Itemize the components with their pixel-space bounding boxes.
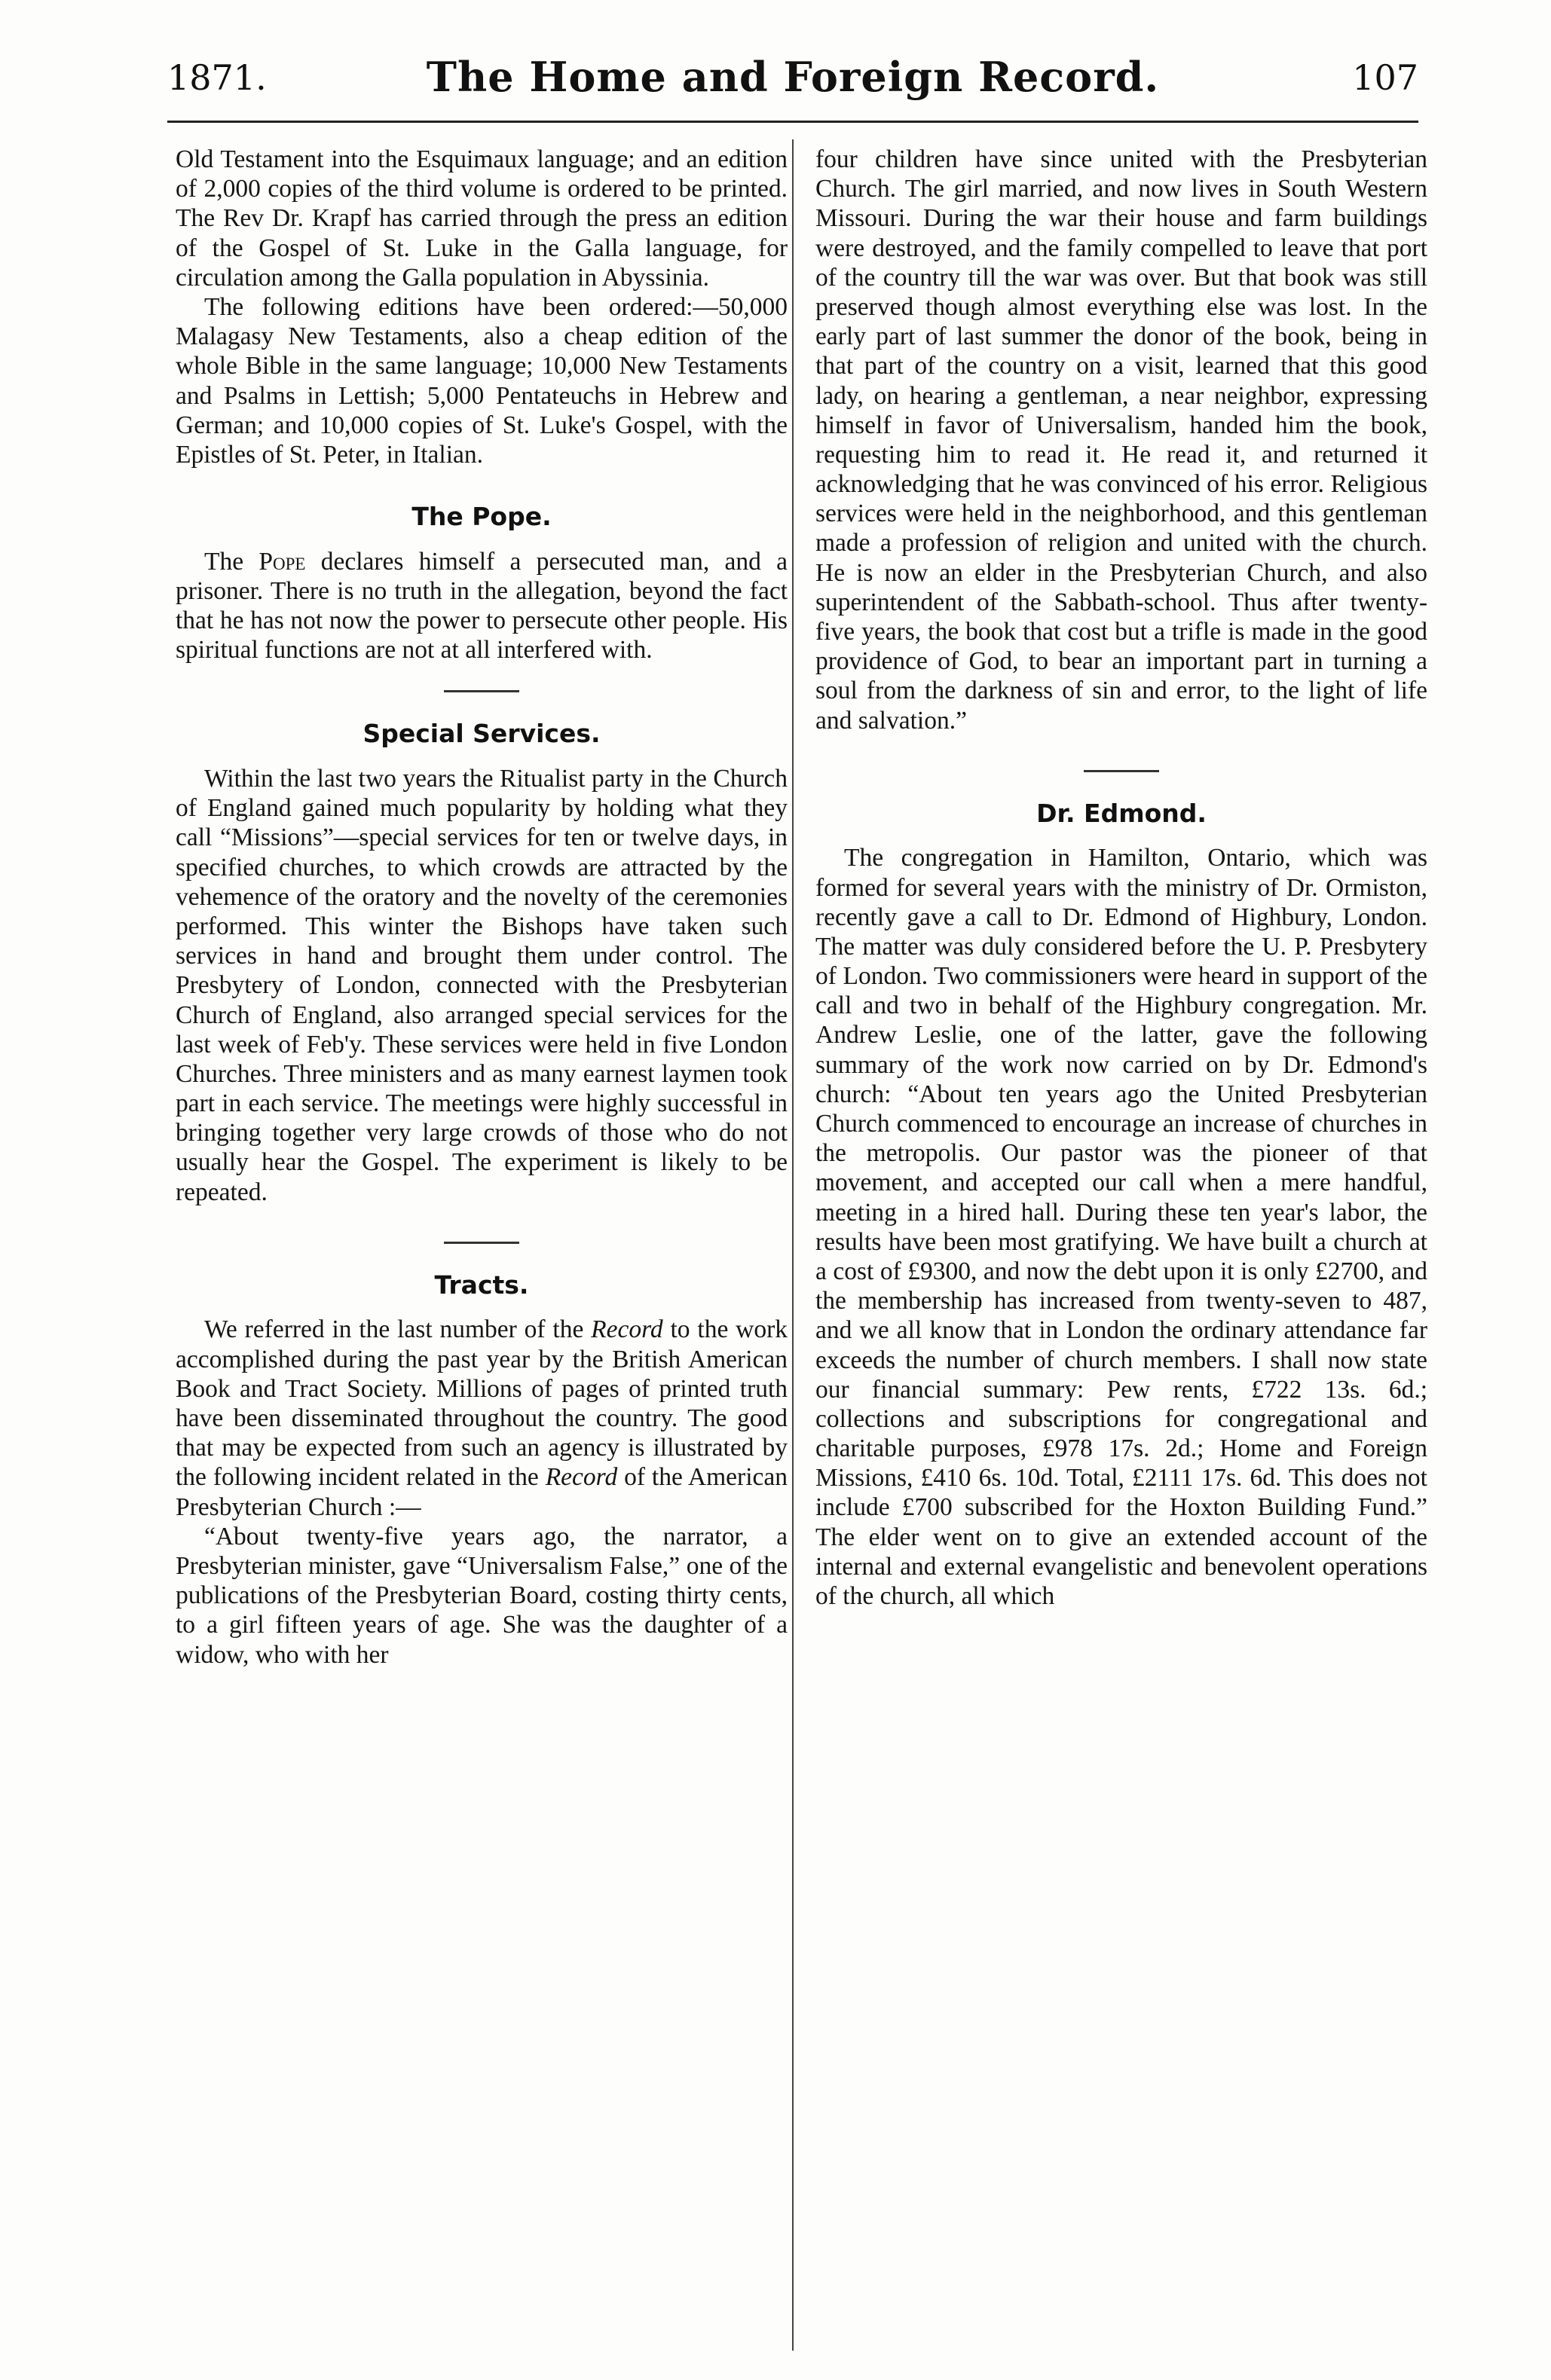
page-number: 107: [1352, 57, 1418, 98]
heading-the-pope: The Pope.: [411, 502, 552, 532]
article-bible-editions-p1: Old Testament into the Esquimaux language; and an edition of 2,000 copies of the third volume is ordered to be printed. The Rev Dr. Krapf has carried through the press an edition of the Gospel of St. Luke in the Galla language, for circulation among the Galla population in Abyssinia.: [176, 145, 788, 292]
header-rule: [167, 121, 1418, 123]
article-tracts-p1: We referred in the last number of the Record to the work accomplished during the past year by the British American Book and Tract Society. Millions of pages of printed truth have been disseminated throughout the country. The good that may be expected from such an agency is illustrated by the following incident related in the Record of the American Presbyterian Church :—: [176, 1315, 788, 1521]
article-bible-editions-p2: The following editions have been ordered:—50,000 Malagasy New Testaments, also a cheap edition of the whole Bible in the same language; 10,000 New Testaments and Psalms in Lettish; 5,000 Pentateuchs in Hebrew and German; and 10,000 copies of St. Luke's Gospel, with the Epistles of St. Peter, in Italian.: [176, 292, 788, 469]
article-pope-p1: The Pope declares himself a persecuted man, and a prisoner. There is no truth in the allegation, beyond the fact that he has not now the power to persecute other people. His spiritual functions are not at all interfered with.: [176, 547, 788, 665]
article-tracts-p2: “About twenty-five years ago, the narrator, a Presbyterian minister, gave “Universalism False,” one of the publications of the Presbyterian Board, costing thirty cents, to a girl fifteen years of age. She was the daughter of a widow, who with her: [176, 1522, 788, 1669]
article-tracts-continuation: four children have since united with the Presbyterian Church. The girl married, and now lives in South Western Missouri. During the war their house and farm buildings were destroyed, and the family compelled to leave that port of the country till the war was over. But that book was still preserved though almost everything else was lost. In the early part of last summer the donor of the book, being in that part of the country on a visit, learned that this good lady, on hearing a gentleman, a near neighbor, expressing himself in favor of Universalism, handed him the book, requesting him to read it. He read it, and returned it acknowledging that he was convinced of his error. Religious services were held in the neighborhood, and this gentleman made a profession of religion and united with the church. He is now an elder in the Presbyterian Church, and also superintendent of the Sabbath-school. Thus after twenty-five years, the book that cost but a trifle is made in the good providence of God, to bear an important part in turning a soul from the darkness of sin and error, to the light of life and salvation.”: [815, 145, 1427, 735]
running-header: [167, 53, 1418, 113]
column-rule: [792, 139, 794, 2351]
article-dr-edmond-p1: The congregation in Hamilton, Ontario, which was formed for several years with the ministry of Dr. Ormiston, recently gave a call to Dr. Edmond of Highbury, London. The matter was duly considered before the U. P. Presbytery of London. Two commissioners were heard in support of the call and two in behalf of the Highbury congregation. Mr. Andrew Leslie, one of the latter, gave the following summary of the work now carried on by Dr. Edmond's church: “About ten years ago the United Presbyterian Church commenced to encourage an increase of churches in the metropolis. Our pastor was the pioneer of that movement, and accepted our call when a mere handful, meeting in a hired hall. During these ten year's labor, the results have been most gratifying. We have built a church at a cost of £9300, and now the debt upon it is only £2700, and the membership has increased from twenty-seven to 487, and we all know that in London the ordinary attendance far exceeds the number of church members. I shall now state our financial summary: Pew rents, £722 13s. 6d.; collections and subscriptions for congregational and charitable purposes, £978 17s. 2d.; Home and Foreign Missions, £410 6s. 10d. Total, £2111 17s. 6d. This does not include £700 subscribed for the Hoxton Building Fund.” The elder went on to give an extended account of the internal and external evangelistic and benevolent operations of the church, all which: [815, 844, 1427, 1611]
heading-special-services: Special Services.: [363, 719, 601, 749]
section-divider: [444, 1242, 519, 1244]
section-divider: [1084, 770, 1159, 772]
heading-dr-edmond: Dr. Edmond.: [1036, 798, 1207, 828]
right-column: [815, 145, 1427, 1611]
heading-tracts: Tracts.: [434, 1269, 529, 1300]
journal-title: The Home and Foreign Record.: [426, 53, 1160, 101]
header-year: 1871.: [167, 57, 267, 98]
section-divider: [444, 690, 519, 692]
article-special-services-p1: Within the last two years the Ritualist party in the Church of England gained much popularity by holding what they call “Missions”—special services for ten or twelve days, in specified churches, to which crowds are attracted by the vehemence of the oratory and the novelty of the ceremonies performed. This winter the Bishops have taken such services in hand and brought them under control. The Presbytery of London, connected with the Presbyterian Church of England, also arranged special services for the last week of Feb'y. These services were held in five London Churches. Three ministers and as many earnest laymen took part in each service. The meetings were highly successful in bringing together very large crowds of those who do not usually hear the Gospel. The experiment is likely to be repeated.: [176, 765, 788, 1206]
left-column: [176, 145, 788, 1670]
